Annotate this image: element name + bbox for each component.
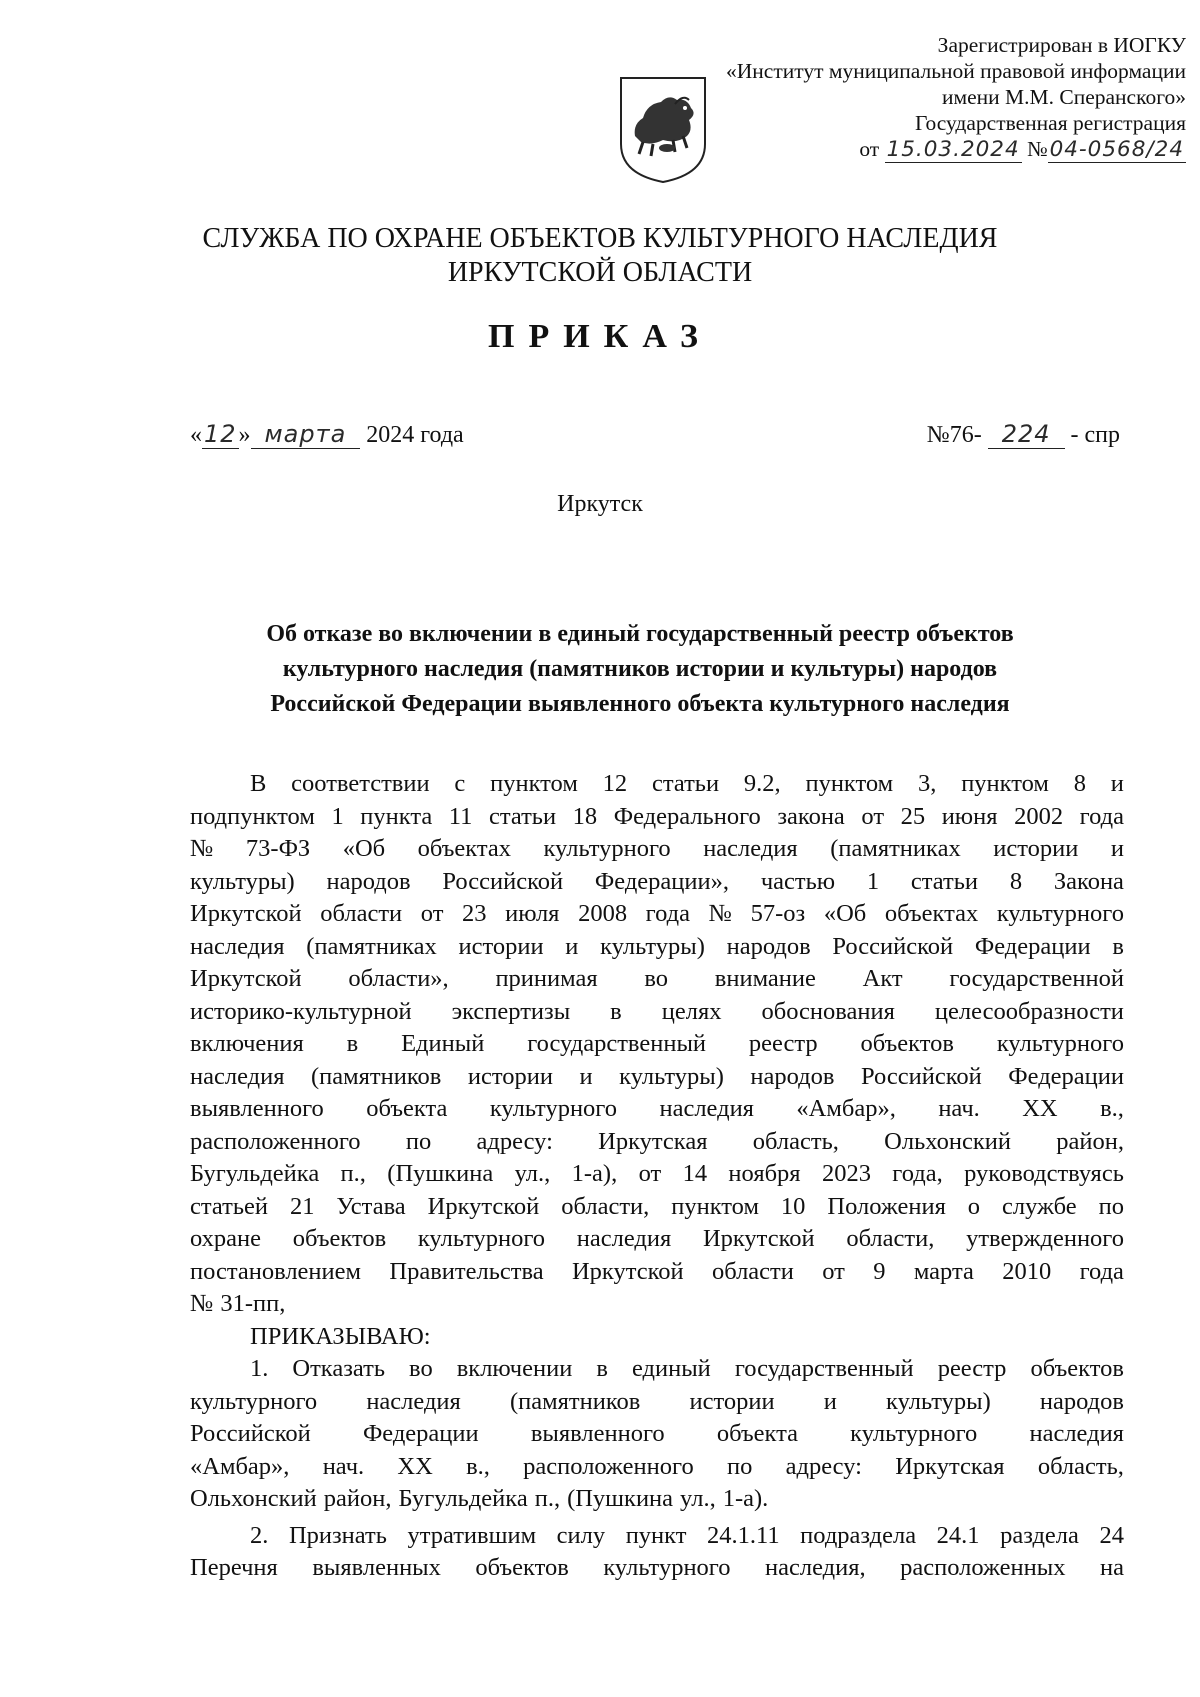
word: на (1099, 1554, 1124, 1581)
word: 8 (1073, 770, 1086, 797)
word: истории (689, 1387, 775, 1415)
word: область, (1037, 1452, 1124, 1480)
registration-line-1: Зарегистрирован в ИОГКУ (937, 33, 1186, 57)
item-2-line (190, 1520, 1124, 1553)
word: руководствуясь (964, 1160, 1124, 1187)
word: 31-пп, (220, 1290, 286, 1317)
word: и (823, 1387, 837, 1415)
registration-line-4: Государственная регистрация (914, 111, 1186, 135)
body-line (190, 996, 1124, 1029)
word: частью (760, 867, 836, 895)
word: в., (1100, 1095, 1124, 1122)
word: культуры) (619, 1062, 724, 1090)
word: Федерации (362, 1420, 479, 1447)
word: Иркутской (702, 1225, 815, 1252)
word: (памятниках (830, 835, 961, 862)
word: адресу: (785, 1452, 862, 1480)
word: Иркутской (427, 1192, 540, 1220)
word: район, (323, 1485, 392, 1512)
word: наследия (190, 932, 285, 960)
word: объектов (475, 1554, 569, 1581)
word: культуры) (600, 932, 705, 960)
word: включении (456, 1355, 573, 1382)
word: статьи (651, 770, 720, 797)
word: соответствии (291, 770, 430, 797)
word: во (409, 1355, 433, 1382)
word: (Пушкина (567, 1485, 674, 1512)
word: области (711, 1257, 794, 1285)
subject-line: культурного наследия (памятников истории и культуры) народов (282, 656, 998, 682)
word: 2. (250, 1521, 269, 1549)
item-1-line (190, 1418, 1124, 1451)
date-close-quote: » (238, 422, 251, 448)
word: от (638, 1160, 662, 1187)
word: выявленного (190, 1095, 324, 1122)
body-line (190, 963, 1124, 996)
body-line (190, 1061, 1124, 1094)
body-line (190, 1288, 1124, 1321)
word: нач. (322, 1452, 365, 1480)
word: Перечня (190, 1554, 278, 1581)
item-1-line (190, 1483, 1124, 1516)
document-number (927, 420, 1120, 449)
word: 1. (250, 1355, 269, 1382)
body-line (190, 768, 1124, 801)
word: п., (534, 1485, 561, 1512)
word: Акт (862, 965, 903, 992)
registration-line-3: имени М.М. Сперанского» (941, 85, 1186, 109)
body-line (190, 1126, 1124, 1159)
word: от (822, 1257, 845, 1285)
word: истории (467, 1062, 553, 1090)
registration-date: 15.03.2024 (886, 137, 1020, 162)
word: во (644, 965, 669, 992)
word: статьи (488, 802, 557, 830)
word: по (405, 1127, 432, 1155)
item-1-line (190, 1353, 1124, 1386)
word: 1-а). (722, 1485, 769, 1512)
word: 2002 (1014, 802, 1064, 830)
word: наследия (1029, 1420, 1124, 1447)
word: объекта (366, 1095, 448, 1122)
word: единый (631, 1355, 711, 1382)
word: адресу: (476, 1127, 553, 1155)
word: закона (777, 802, 845, 830)
word: п., (340, 1160, 366, 1187)
word: 2010 (1002, 1257, 1052, 1285)
date-month: марта (251, 420, 361, 449)
word: Российской (190, 1420, 311, 1447)
word: 3, (918, 770, 937, 797)
word: 24 (1099, 1521, 1124, 1549)
word: реестр (937, 1355, 1007, 1382)
registration-from-label: от (859, 137, 880, 161)
word: Признать (288, 1521, 387, 1549)
word: выявленных (312, 1554, 441, 1581)
word: 12 (602, 770, 628, 797)
item-1-line (190, 1386, 1124, 1419)
word: Федерации (974, 932, 1091, 960)
word: культуры) (886, 1387, 991, 1415)
word: расположенных (900, 1554, 1066, 1581)
word: статьей (190, 1192, 268, 1220)
word: года (1079, 1257, 1124, 1285)
word: службе (1002, 1192, 1077, 1220)
body-line (190, 1158, 1124, 1191)
body-line (190, 1256, 1124, 1289)
order-label: ПРИКАЗЫВАЮ: (250, 1322, 431, 1350)
word: культурного (996, 1030, 1124, 1057)
word: пунктом (490, 770, 578, 797)
word: постановлением (190, 1257, 362, 1285)
word: (памятников (509, 1387, 641, 1415)
word: силу (556, 1521, 606, 1549)
word: 9.2, (743, 770, 781, 797)
word: 1-а), (571, 1160, 618, 1187)
word: экспертизы (451, 997, 571, 1025)
word: июля (505, 900, 560, 927)
item-2-line (190, 1552, 1124, 1585)
registration-number: 04-0568/24 (1049, 137, 1184, 162)
word: Российской (861, 1062, 982, 1090)
word: и (1110, 835, 1124, 862)
word: Правительства (389, 1257, 544, 1285)
word: Бугульдейка (190, 1160, 320, 1187)
word: (Пушкина (387, 1160, 494, 1187)
word: Бугульдейка (398, 1485, 528, 1512)
item-1-line (190, 1451, 1124, 1484)
word: Иркутская (895, 1452, 1005, 1480)
word: № (708, 900, 732, 927)
word: в (596, 1355, 608, 1382)
word: Закона (1053, 867, 1124, 895)
word: Единый (401, 1030, 485, 1057)
date-day: 12 (204, 420, 237, 448)
word: 10 (780, 1192, 806, 1220)
subject-line: Российской Федерации выявленного объекта культурного наследия (270, 691, 1010, 717)
word: Ольхонский (190, 1485, 317, 1512)
word: Отказать (292, 1355, 386, 1382)
word: ул., (680, 1485, 716, 1512)
word: наследия (190, 1062, 285, 1090)
word: года, (892, 1160, 943, 1187)
word: № (190, 835, 214, 862)
body-line (190, 1223, 1124, 1256)
registration-number-label: № (1027, 137, 1048, 161)
word: охране (190, 1225, 261, 1252)
word: о (967, 1192, 981, 1220)
word: области (320, 900, 403, 927)
word: по (1098, 1192, 1124, 1220)
word: принимая (495, 965, 598, 992)
word: 9 (873, 1257, 886, 1285)
word: наследия (576, 1225, 672, 1252)
word: расположенного (190, 1127, 361, 1155)
word: Иркутской (190, 965, 302, 992)
word: 18 (572, 802, 598, 830)
word: государственный (734, 1355, 914, 1382)
word: объектах (417, 835, 512, 862)
word: народов (1039, 1387, 1124, 1415)
word: в (610, 997, 622, 1025)
word: (памятниках (306, 932, 437, 960)
word: Устава (336, 1192, 406, 1220)
word: 21 (289, 1192, 315, 1220)
word: обоснования (761, 997, 895, 1025)
word: 2023 (821, 1160, 871, 1187)
word: наследия (659, 1095, 754, 1122)
word: 24.1.11 (707, 1521, 780, 1549)
word: нач. (938, 1095, 980, 1122)
body-line (190, 931, 1124, 964)
body-line (190, 1191, 1124, 1224)
word: пункт (625, 1521, 687, 1549)
document-date (190, 420, 464, 449)
word: Федерального (613, 802, 761, 830)
word: июня (941, 802, 998, 830)
number-suffix: - спр (1070, 422, 1120, 448)
word: подпунктом (190, 802, 315, 830)
registration-line-2: «Институт муниципальной правовой информации (726, 59, 1186, 83)
word: народов (726, 932, 811, 960)
word: «Об (823, 900, 867, 927)
body-line (190, 1093, 1124, 1126)
word: культурного (489, 1095, 617, 1122)
word: в., (466, 1452, 490, 1480)
word: Иркутская (598, 1127, 708, 1155)
word: объектов (860, 1030, 954, 1057)
word: 14 (682, 1160, 708, 1187)
word: XX (397, 1452, 433, 1480)
word: Иркутской (571, 1257, 684, 1285)
date-year: 2024 года (366, 422, 464, 448)
word: марта (913, 1257, 974, 1285)
word: по (726, 1452, 753, 1480)
word: реестр (748, 1030, 818, 1057)
organization-name (0, 222, 1200, 290)
word: пунктом (671, 1192, 759, 1220)
word: 25 (900, 802, 926, 830)
word: пункта (360, 802, 433, 830)
word: 8 (1009, 867, 1023, 895)
word: культурного (417, 1225, 546, 1252)
word: № (190, 1290, 214, 1317)
word: район, (1056, 1127, 1124, 1155)
word: утвержденного (966, 1225, 1124, 1252)
word: (памятников (311, 1062, 442, 1090)
word: истории (993, 835, 1079, 862)
word: подраздела (800, 1521, 917, 1549)
word: Ольхонский (884, 1127, 1011, 1155)
word: «Об (342, 835, 386, 862)
word: Российской (442, 867, 564, 895)
registration-date-number (666, 136, 1186, 163)
word: и (565, 932, 579, 960)
body-line (190, 866, 1124, 899)
word: наследия (366, 1387, 461, 1415)
word: объекта (716, 1420, 798, 1447)
word: культуры) (190, 867, 295, 895)
document-body (190, 768, 1124, 1585)
word: Положения (827, 1192, 946, 1220)
word: Иркутской (190, 900, 302, 927)
word: Российской (832, 932, 954, 960)
word: в (346, 1030, 359, 1057)
word: 11 (448, 802, 473, 830)
word: XX (1022, 1095, 1058, 1122)
body-line (190, 898, 1124, 931)
city: Иркутск (557, 491, 643, 517)
word: В (250, 770, 267, 797)
word: ноября (728, 1160, 801, 1187)
word: народов (750, 1062, 835, 1090)
word: ул., (514, 1160, 551, 1187)
word: расположенного (523, 1452, 694, 1480)
word: государственной (949, 965, 1124, 992)
word: области, (561, 1192, 650, 1220)
body-line (190, 1028, 1124, 1061)
coat-of-arms-icon (617, 74, 709, 186)
word: 57-оз (750, 900, 806, 927)
word: «Амбар», (796, 1095, 896, 1122)
word: 1 (866, 867, 880, 895)
word: культурного (603, 1554, 731, 1581)
word: пунктом (961, 770, 1049, 797)
word: года (1079, 802, 1124, 830)
word: включения (190, 1030, 304, 1057)
date-open-quote: « (190, 422, 202, 448)
word: в (1112, 932, 1124, 960)
registration-stamp (666, 32, 1186, 163)
word: и (579, 1062, 593, 1090)
word: культурного (850, 1420, 978, 1447)
number-handwritten: 224 (988, 420, 1065, 449)
word: Федерации», (594, 867, 730, 895)
word: раздела (1000, 1521, 1079, 1549)
word: от (420, 900, 444, 927)
word: наследия, (765, 1554, 866, 1581)
word: внимание (714, 965, 816, 992)
organization-line-1: СЛУЖБА ПО ОХРАНЕ ОБЪЕКТОВ КУЛЬТУРНОГО НАСЛЕДИЯ (202, 223, 998, 254)
word: культурного (996, 900, 1124, 927)
subject-line: Об отказе во включении в единый государственный реестр объектов (266, 621, 1014, 647)
number-prefix: №76- (926, 422, 982, 448)
word: объектов (1030, 1355, 1124, 1382)
word: целях (661, 997, 722, 1025)
word: года (645, 900, 690, 927)
word: «Амбар», (190, 1452, 290, 1480)
document-subject (160, 617, 1120, 722)
word: 1 (331, 802, 344, 830)
document-type: ПРИКАЗ (488, 318, 712, 355)
word: 24.1 (936, 1521, 980, 1549)
word: целесообразности (934, 997, 1124, 1025)
word: от (861, 802, 885, 830)
body-line (190, 801, 1124, 834)
word: государственный (527, 1030, 707, 1057)
body-line (190, 833, 1124, 866)
word: народов (326, 867, 411, 895)
word: культурного (543, 835, 671, 862)
word: 23 (462, 900, 487, 927)
word: культурного (190, 1387, 318, 1415)
word: статьи (910, 867, 979, 895)
word: области», (348, 965, 449, 992)
word: наследия (703, 835, 798, 862)
organization-line-2: ИРКУТСКОЙ ОБЛАСТИ (447, 257, 753, 288)
word: и (1110, 770, 1124, 797)
word: 2008 (578, 900, 628, 927)
word: выявленного (530, 1420, 665, 1447)
word: объектов (292, 1225, 387, 1252)
word: истории (458, 932, 544, 960)
word: Федерации (1008, 1062, 1124, 1090)
word: 73-ФЗ (245, 835, 311, 862)
word: пунктом (805, 770, 894, 797)
word: области, (846, 1225, 935, 1252)
word: историко-культурной (190, 997, 412, 1025)
word: с (454, 770, 466, 797)
word: объектах (884, 900, 979, 927)
word: утратившим (407, 1521, 537, 1549)
word: область, (752, 1127, 839, 1155)
